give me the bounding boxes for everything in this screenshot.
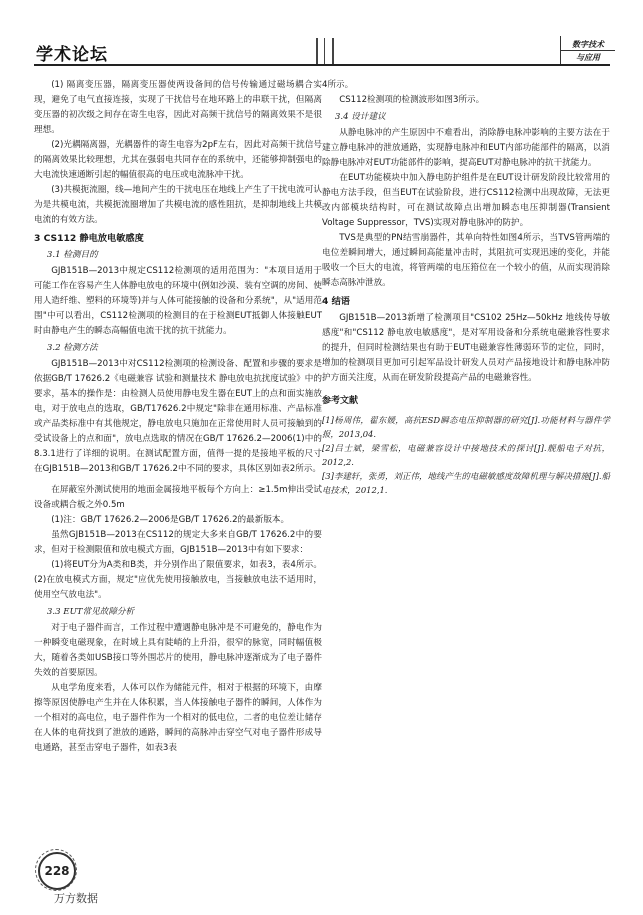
page-number: 228 [44,864,70,878]
subsection-heading: 3.4 设计建议 [334,112,386,122]
paragraph: 虽然GJB151B—2013在CS112的规定大多来自GB/T 17626.2中的要求，但对于检测限值和放电模式方面，GJB151B—2013中有如下要求： [34,530,322,555]
subsection-heading: 3.2 检测方法 [46,343,98,353]
paragraph: 对于电子器件而言，工作过程中遭遇静电脉冲是不可避免的，静电作为一种瞬变电磁现象，在时域上具有陡峭的上升沿，很窄的脉宽，同时幅值极大，随着各类如USB接口等外围芯片的使用，静电脉冲逐渐成为了电子器件失效的首要原因。 [34,623,322,678]
left-column [34,78,322,756]
journal-logo [560,36,615,66]
paragraph: 在EUT功能模块中加入静电防护组件是在EUT设计研发阶段比较常用的静电方法手段，但当EUT在试验阶段，进行CS112检测中出现故障，无法更改内部模块结构时，可在测试故障点出增加瞬态电压抑制器(Transient Voltage Suppressor，TVS)实现对静电脉冲的防护。 [322,173,610,228]
journal-logo-line1: 数字技术 [561,38,615,51]
journal-logo-line2: 与应用 [576,52,600,62]
paragraph: 从静电脉冲的产生原因中不难看出，消除静电脉冲影响的主要方法在于建立静电脉冲的泄放通路，实现静电脉冲和EUT内部功能部件的隔离，以消除静电脉冲对EUT功能部件的影响，提高EUT对静电脉冲的抗干扰能力。 [322,128,610,168]
section-heading: 3 CS112 静电放电敏感度 [34,233,144,244]
section-title: 学术论坛 [36,45,108,65]
page-number-badge [38,852,76,890]
subsection-heading: 3.3 EUT常见故障分析 [46,607,135,617]
header-rule [34,64,610,66]
references-heading: 参考文献 [322,396,359,406]
header-divider-marks [316,38,356,64]
paragraph: GJB151B—2013中规定CS112检测项的适用范围为："本项目适用于可能工作在容易产生人体静电放电的环境中(例如沙漠、装有空调的房间、使用人造纤维、塑料的环境等)并与人体可能接触的设备和分系统"，从"适用范围"中可以看出，CS112检测项的检测目的在于检测EUT抵御人体接触EUT时由静电产生的瞬态高幅值电流干扰的抗干扰能力。 [34,266,322,336]
subsection-heading: 3.1 检测目的 [46,250,98,260]
paragraph: (3)共模扼流圈，线—地间产生的干扰电压在地线上产生了干扰电流可认为是共模电流，共模扼流圈增加了共模电流的感性阻抗，是抑制地线上共模电流的有效方法。 [34,185,322,225]
right-column [322,78,610,497]
reference-item: [3]李建轩，张勇，刘正伟，地线产生的电磁敏感度故障机理与解决措施[J].船电技术，2012,1. [322,471,610,495]
paragraph: TVS是典型的PN结雪崩器件，其单向特性如图4所示，当TVS管两端的电位差瞬间增大，通过瞬间高能量冲击时，其阻抗可实现迅速的变化，并能吸收一个巨大的电流，将管两端的电压箝位在一个较小的值，从而实现消除瞬态高脉冲泄放。 [322,233,610,288]
paragraph: (1)将EUT分为A类和B类，并分别作出了限值要求，如表3，表4所示。(2)在放电模式方面，规定"应优先使用接触放电，当接触放电法不适用时，使用空气放电法"。 [34,560,322,600]
reference-item: [1]杨周伟，翟东媛，高抗ESD瞬态电压抑制器的研究[J].功能材料与器件学报，2013,04. [322,415,610,439]
paragraph: GJB151B—2013中对CS112检测项的检测设备、配置和步骤的要求是依据GB/T 17626.2《电磁兼容 试验和测量技术 静电放电抗扰度试验》中的要求，基本的操作是：由检测人员使用静电发生器在EUT上的点和面实施放电，对于放电点的选取，GB/T17626.2中规定"除非在通用标准、产品标准或产品类标准中有其他规定，静电放电只施加在正常使用时人员可接触到的受试设备上的点和面"，放电点选取的情况在GB/T 17626.2—2006(1)中的8.3.1进行了详细的说明。在测试配置方面，值得一提的是接地平板的尺寸在GJB151B—2013和GB/T 17626.2中不同的要求，具体区别如表2所示。 [34,359,322,474]
source-watermark: 万方数据 [54,892,98,905]
paragraph: (2)光耦隔离器，光耦器件的寄生电容为2pF左右，因此对高频干扰信号的隔离效果比较理想，尤其在强弱电共同存在的系统中，还能够抑制强电的大电流快速通断引起的幅值很高的电压或电流脉冲干扰。 [34,140,322,180]
paragraph: (1) 隔离变压器，隔离变压器使两设备间的信号传输通过磁场耦合实现，避免了电气直接连接，实现了干扰信号在地环路上的串联干扰，但隔离变压器的初次级之间存在寄生电容，因此对高频干扰信号的隔离效果不是很理想。 [34,80,322,135]
table-excerpt: 在屏蔽室外测试使用的地面金属接地平板每个方向上：≥1.5m伸出受试设备或耦合板之外0.5m [34,485,322,510]
paragraph: GJB151B—2013新增了检测项目"CS102 25Hz—50kHz 地线传导敏感度"和"CS112 静电放电敏感度"，是对军用设备和分系统电磁兼容性要求的提升，但同时检测结果也有助于EUT电磁兼容性薄弱环节的定位，同时，增加的检测项目更加可引起军品设计研发人员对产品接地设计和静电脉冲防护方面关注度，从而在研发阶段提高产品的电磁兼容性。 [322,313,610,383]
section-heading: 4 结语 [322,296,350,307]
reference-item: [2]吕士斌，梁雪松，电磁兼容设计中接地技术的探讨[J].舰船电子对抗，2012,2. [322,443,610,467]
paragraph: 4所示。 [322,80,354,90]
footnote: (1)注：GB/T 17626.2—2006是GB/T 17626.2的最新版本。 [51,515,290,525]
paragraph: CS112检测项的检测波形如图3所示。 [339,95,485,105]
paragraph: 从电学角度来看，人体可以作为储能元件，相对于根据的环境下，由摩擦等原因使静电产生并在人体积累，当人体接触电子器件的瞬间，人体作为一个相对的高电位，电子器件作为一个相对的低电位，二者的电位差让储存在人体的电荷找到了泄放的通路，瞬间的高脉冲击穿空气对电子器件形成导电通路，甚至击穿电子器件，如表3表 [34,683,322,753]
